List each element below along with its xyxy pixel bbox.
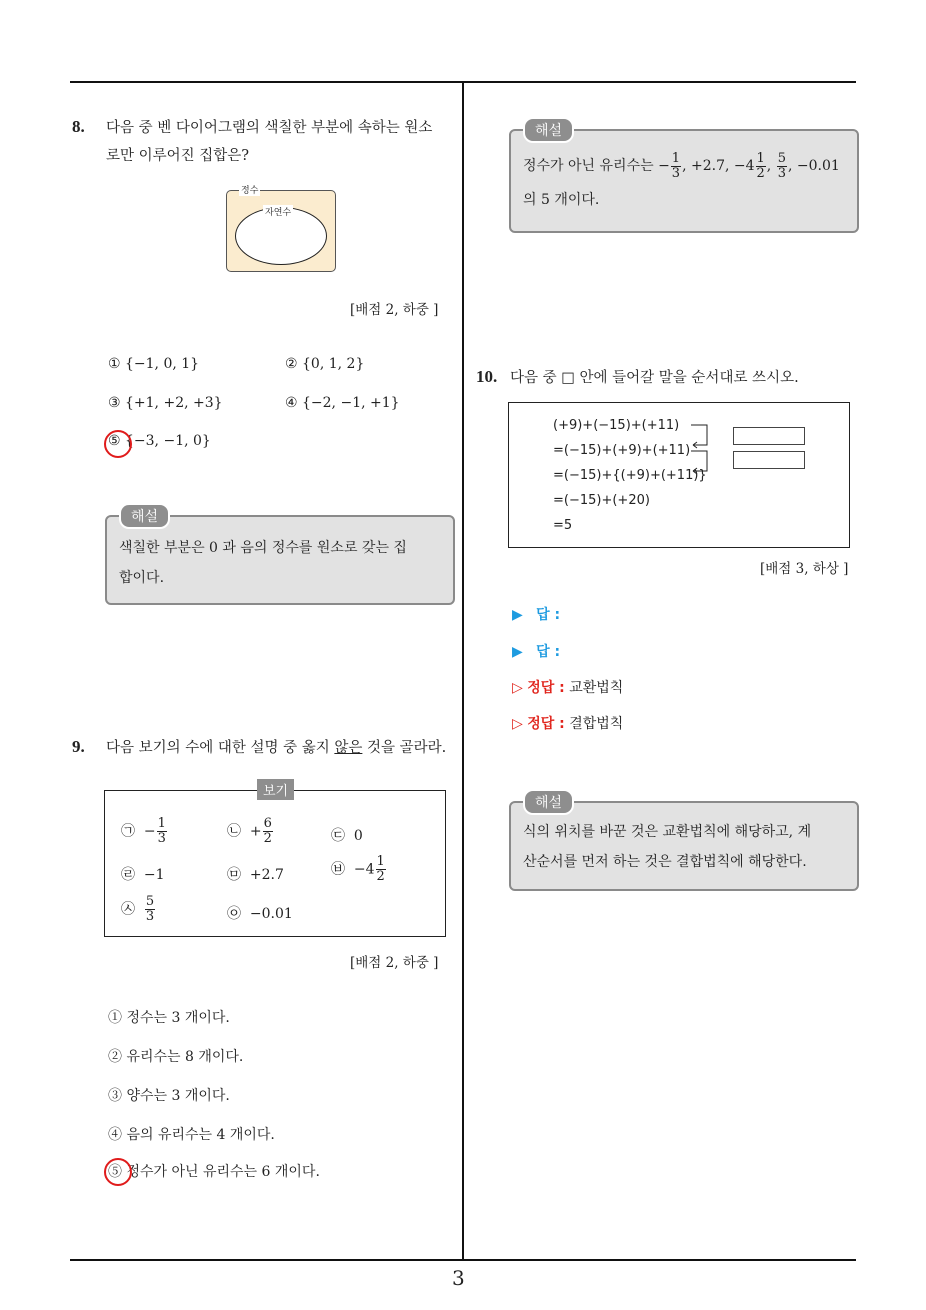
- numerator: 5: [145, 894, 155, 909]
- equation-line: =(−15)+{(+9)+(+11)}: [553, 468, 707, 483]
- question-text-underlined: 않은: [334, 740, 363, 756]
- item-mark: ㉦: [121, 901, 135, 918]
- item-whole: −4: [353, 861, 375, 878]
- explanation-tag: 해설: [523, 789, 574, 815]
- question-number: 9.: [72, 737, 85, 756]
- question-text-part: 것을 골라라.: [362, 740, 447, 756]
- item-mark: ㉥: [331, 861, 345, 878]
- choice-text: 음의 유리수는 4 개이다.: [126, 1127, 275, 1143]
- choice-mark: ②: [108, 1049, 122, 1065]
- choice-mark: ③: [108, 1088, 122, 1104]
- score-label: [배점 2, 하중 ]: [350, 302, 439, 318]
- question-text-part: 다음 보기의 수에 대한 설명 중 옳지: [106, 740, 335, 756]
- explanation-line: 식의 위치를 바꾼 것은 교환법칙에 해당하고, 계: [523, 824, 812, 840]
- choice-mark: ④: [108, 1127, 122, 1143]
- denominator: 3: [777, 165, 786, 181]
- numerator: 1: [756, 150, 765, 166]
- score-label: [배점 2, 하중 ]: [350, 955, 439, 971]
- bogi-label: 보기: [257, 779, 294, 800]
- bogi-item-c: [331, 825, 363, 845]
- choice-3[interactable]: [108, 395, 223, 411]
- item-mark: ㉡: [227, 823, 241, 840]
- bogi-item-h: [227, 903, 293, 923]
- blank-box-1[interactable]: [733, 427, 805, 445]
- answer-row-1: [512, 604, 560, 624]
- numerator: 1: [671, 150, 681, 166]
- correct-answer-circle: [104, 1158, 132, 1186]
- equation-line: =(−15)+(+9)+(+11): [553, 443, 691, 458]
- choice-3[interactable]: [108, 1085, 230, 1105]
- item-mark: ㉤: [227, 867, 241, 883]
- choice-4[interactable]: [285, 395, 400, 411]
- correct-answer-circle: [104, 430, 132, 458]
- bogi-item-f: [331, 855, 387, 884]
- score-label: [배점 3, 하상 ]: [760, 561, 849, 577]
- correct-row-1: [512, 677, 623, 697]
- item-value: +2.7: [249, 867, 284, 883]
- choice-text: 정수가 아닌 유리수는 6 개이다.: [126, 1164, 320, 1180]
- text-part: 정수가 아닌 유리수는 −: [523, 158, 670, 174]
- answer-label: 답 :: [536, 607, 561, 623]
- bracket-arrows: [685, 419, 735, 479]
- fraction: [376, 855, 386, 884]
- numerator: 6: [263, 816, 272, 831]
- numerator: 1: [157, 816, 166, 831]
- numerator: 1: [376, 854, 385, 869]
- explanation-box-q9: [509, 123, 859, 233]
- choice-text: 정수는 3 개이다.: [126, 1010, 230, 1026]
- choice-text: 양수는 3 개이다.: [126, 1088, 230, 1104]
- explanation-line: 의 5 개이다.: [523, 192, 600, 208]
- question-text: 다음 중 □ 안에 들어갈 말을 순서대로 쓰시오.: [510, 370, 799, 386]
- question-text-line: 로만 이루어진 집합은?: [106, 148, 250, 164]
- explanation-text: [119, 533, 407, 593]
- blank-box-2[interactable]: [733, 451, 805, 469]
- answer-arrow-icon: ▶: [512, 644, 523, 660]
- denominator: 2: [376, 869, 385, 884]
- choice-text: {−2, −1, +1}: [302, 395, 400, 411]
- item-sign: −: [143, 823, 156, 840]
- item-value: −0.01: [249, 906, 293, 922]
- choice-text: 유리수는 8 개이다.: [126, 1049, 244, 1065]
- choice-text: {−1, 0, 1}: [125, 356, 200, 372]
- denominator: 3: [157, 831, 166, 846]
- item-value: 0: [353, 828, 363, 844]
- choice-mark: ①: [108, 1010, 122, 1026]
- text-part: ,: [766, 158, 776, 174]
- explanation-tag: 해설: [119, 503, 170, 529]
- explanation-line: 산순서를 먼저 하는 것은 결합법칙에 해당한다.: [523, 854, 807, 870]
- fraction: [145, 895, 155, 924]
- answer-arrow-icon: ▶: [512, 607, 523, 623]
- correct-label: 정답 :: [527, 680, 565, 696]
- answer-row-2: [512, 641, 560, 661]
- column-divider: [462, 83, 464, 1260]
- choice-text: {0, 1, 2}: [302, 356, 365, 372]
- denominator: 3: [671, 165, 681, 181]
- equation-box: [508, 402, 850, 548]
- fraction: [263, 817, 273, 846]
- choice-5[interactable]: [108, 1161, 320, 1181]
- explanation-line: 합이다.: [119, 570, 165, 586]
- choice-mark: ③: [108, 395, 121, 411]
- equation-line: (+9)+(−15)+(+11): [553, 418, 680, 433]
- item-sign: +: [249, 823, 262, 840]
- venn-inner-label: 자연수: [263, 205, 293, 218]
- item-mark: ㉢: [331, 828, 345, 844]
- venn-diagram: [226, 186, 336, 272]
- denominator: 3: [145, 909, 155, 924]
- choice-2[interactable]: [108, 1046, 243, 1066]
- item-mark: ㉣: [121, 867, 135, 883]
- bogi-box: [104, 784, 446, 937]
- choice-2[interactable]: [285, 356, 364, 372]
- choice-1[interactable]: [108, 1007, 230, 1027]
- fraction: [777, 152, 787, 181]
- bottom-rule: [70, 1259, 856, 1261]
- question-text: [106, 114, 456, 170]
- correct-answer: 교환법칙: [569, 680, 624, 696]
- choice-1[interactable]: [108, 356, 199, 372]
- page-number: 3: [452, 1266, 465, 1290]
- bogi-item-a: [121, 817, 168, 846]
- explanation-text: [523, 149, 840, 217]
- explanation-tag: 해설: [523, 117, 574, 143]
- answer-label: 답 :: [536, 644, 561, 660]
- correct-answer: 결합법칙: [569, 716, 624, 732]
- text-part: , −0.01: [787, 158, 840, 174]
- bogi-item-g: [121, 895, 156, 924]
- denominator: 2: [756, 165, 765, 181]
- fraction: [157, 817, 167, 846]
- fraction: [756, 152, 766, 181]
- item-mark: ㉠: [121, 823, 135, 840]
- fraction: [671, 152, 681, 181]
- correct-label: 정답 :: [527, 716, 565, 732]
- choice-mark: ⑤: [108, 1164, 122, 1180]
- correct-arrow-icon: ▷: [512, 680, 523, 696]
- choice-mark: ④: [285, 395, 298, 411]
- equation-line: =5: [553, 518, 573, 533]
- equation-lines: [553, 413, 707, 538]
- numerator: 5: [777, 150, 786, 166]
- item-value: −1: [143, 867, 165, 883]
- question-number: 8.: [72, 117, 85, 136]
- explanation-text: [523, 817, 811, 877]
- bogi-item-b: [227, 817, 274, 846]
- explanation-line: [523, 149, 840, 183]
- question-text-line: 다음 중 벤 다이어그램의 색칠한 부분에 속하는 원소: [106, 120, 433, 136]
- choice-text: {−3, −1, 0}: [125, 433, 211, 449]
- question-text: [106, 734, 446, 762]
- choice-4[interactable]: [108, 1124, 275, 1144]
- bogi-item-d: [121, 864, 165, 884]
- correct-arrow-icon: ▷: [512, 716, 523, 732]
- choice-mark: ②: [285, 356, 298, 372]
- question-number: 10.: [476, 367, 498, 386]
- choice-text: {+1, +2, +3}: [125, 395, 223, 411]
- item-mark: ㉧: [227, 906, 241, 922]
- equation-line: =(−15)+(+20): [553, 493, 650, 508]
- choice-mark: ①: [108, 356, 121, 372]
- text-part: , +2.7, −4: [682, 158, 755, 174]
- explanation-line: 색칠한 부분은 0 과 음의 정수를 원소로 갖는 집: [119, 540, 407, 556]
- explanation-box: [105, 509, 455, 605]
- explanation-box: [509, 795, 859, 891]
- denominator: 2: [263, 831, 272, 846]
- correct-row-2: [512, 713, 623, 733]
- bogi-item-e: [227, 864, 284, 884]
- choice-mark: ⑤: [108, 433, 121, 449]
- venn-outer-label: 정수: [239, 183, 260, 196]
